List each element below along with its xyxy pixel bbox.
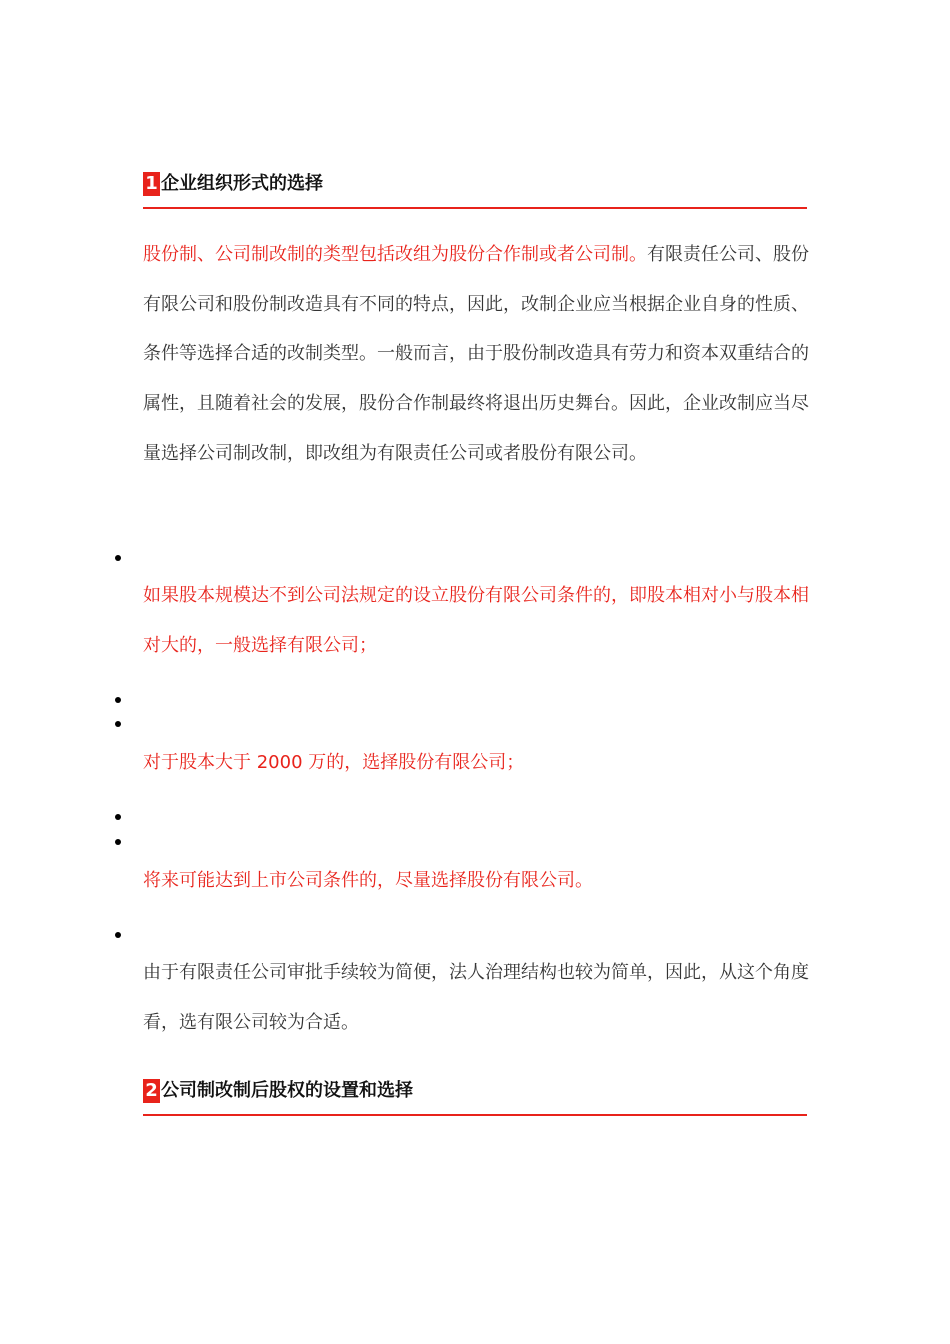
section-number-badge: 1 [143, 172, 160, 196]
intro-paragraph [143, 230, 815, 479]
bullet-dot [115, 814, 121, 820]
list-item: 如果股本规模达不到公司法规定的设立股份有限公司条件的，即股本相对小与股本相对大的，一般选择有限公司； [143, 585, 809, 656]
list-item: 将来可能达到上市公司条件的，尽量选择股份有限公司。 [143, 870, 593, 891]
bullet-dot [115, 839, 121, 845]
intro-highlight: 股份制、公司制改制的类型包括改组为股份合作制或者公司制。 [143, 244, 647, 265]
section-divider [143, 1114, 807, 1116]
section-number-badge: 2 [143, 1079, 160, 1103]
section-title: 公司制改制后股权的设置和选择 [161, 1080, 413, 1101]
closing-paragraph: 由于有限责任公司审批手续较为简便，法人治理结构也较为简单，因此，从这个角度看，选有限公司较为合适。 [143, 962, 809, 1033]
bullet-dot [115, 721, 121, 727]
section-divider [143, 207, 807, 209]
list-item: 对于股本大于 2000 万的，选择股份有限公司； [143, 752, 525, 773]
intro-body: 有限责任公司、股份有限公司和股份制改造具有不同的特点，因此，改制企业应当根据企业自身的性质、条件等选择合适的改制类型。一般而言，由于股份制改造具有劳力和资本双重结合的属性，且随着社会的发展，股份合作制最终将退出历史舞台。因此，企业改制应当尽量选择公司制改制，即改组为有限责任公司或者股份有限公司。 [143, 244, 809, 464]
section-title: 企业组织形式的选择 [161, 173, 323, 194]
section-heading-2 [143, 1079, 807, 1103]
section-heading-1 [143, 172, 807, 196]
bullet-dot [115, 932, 121, 938]
bullet-dot [115, 555, 121, 561]
bullet-dot [115, 697, 121, 703]
